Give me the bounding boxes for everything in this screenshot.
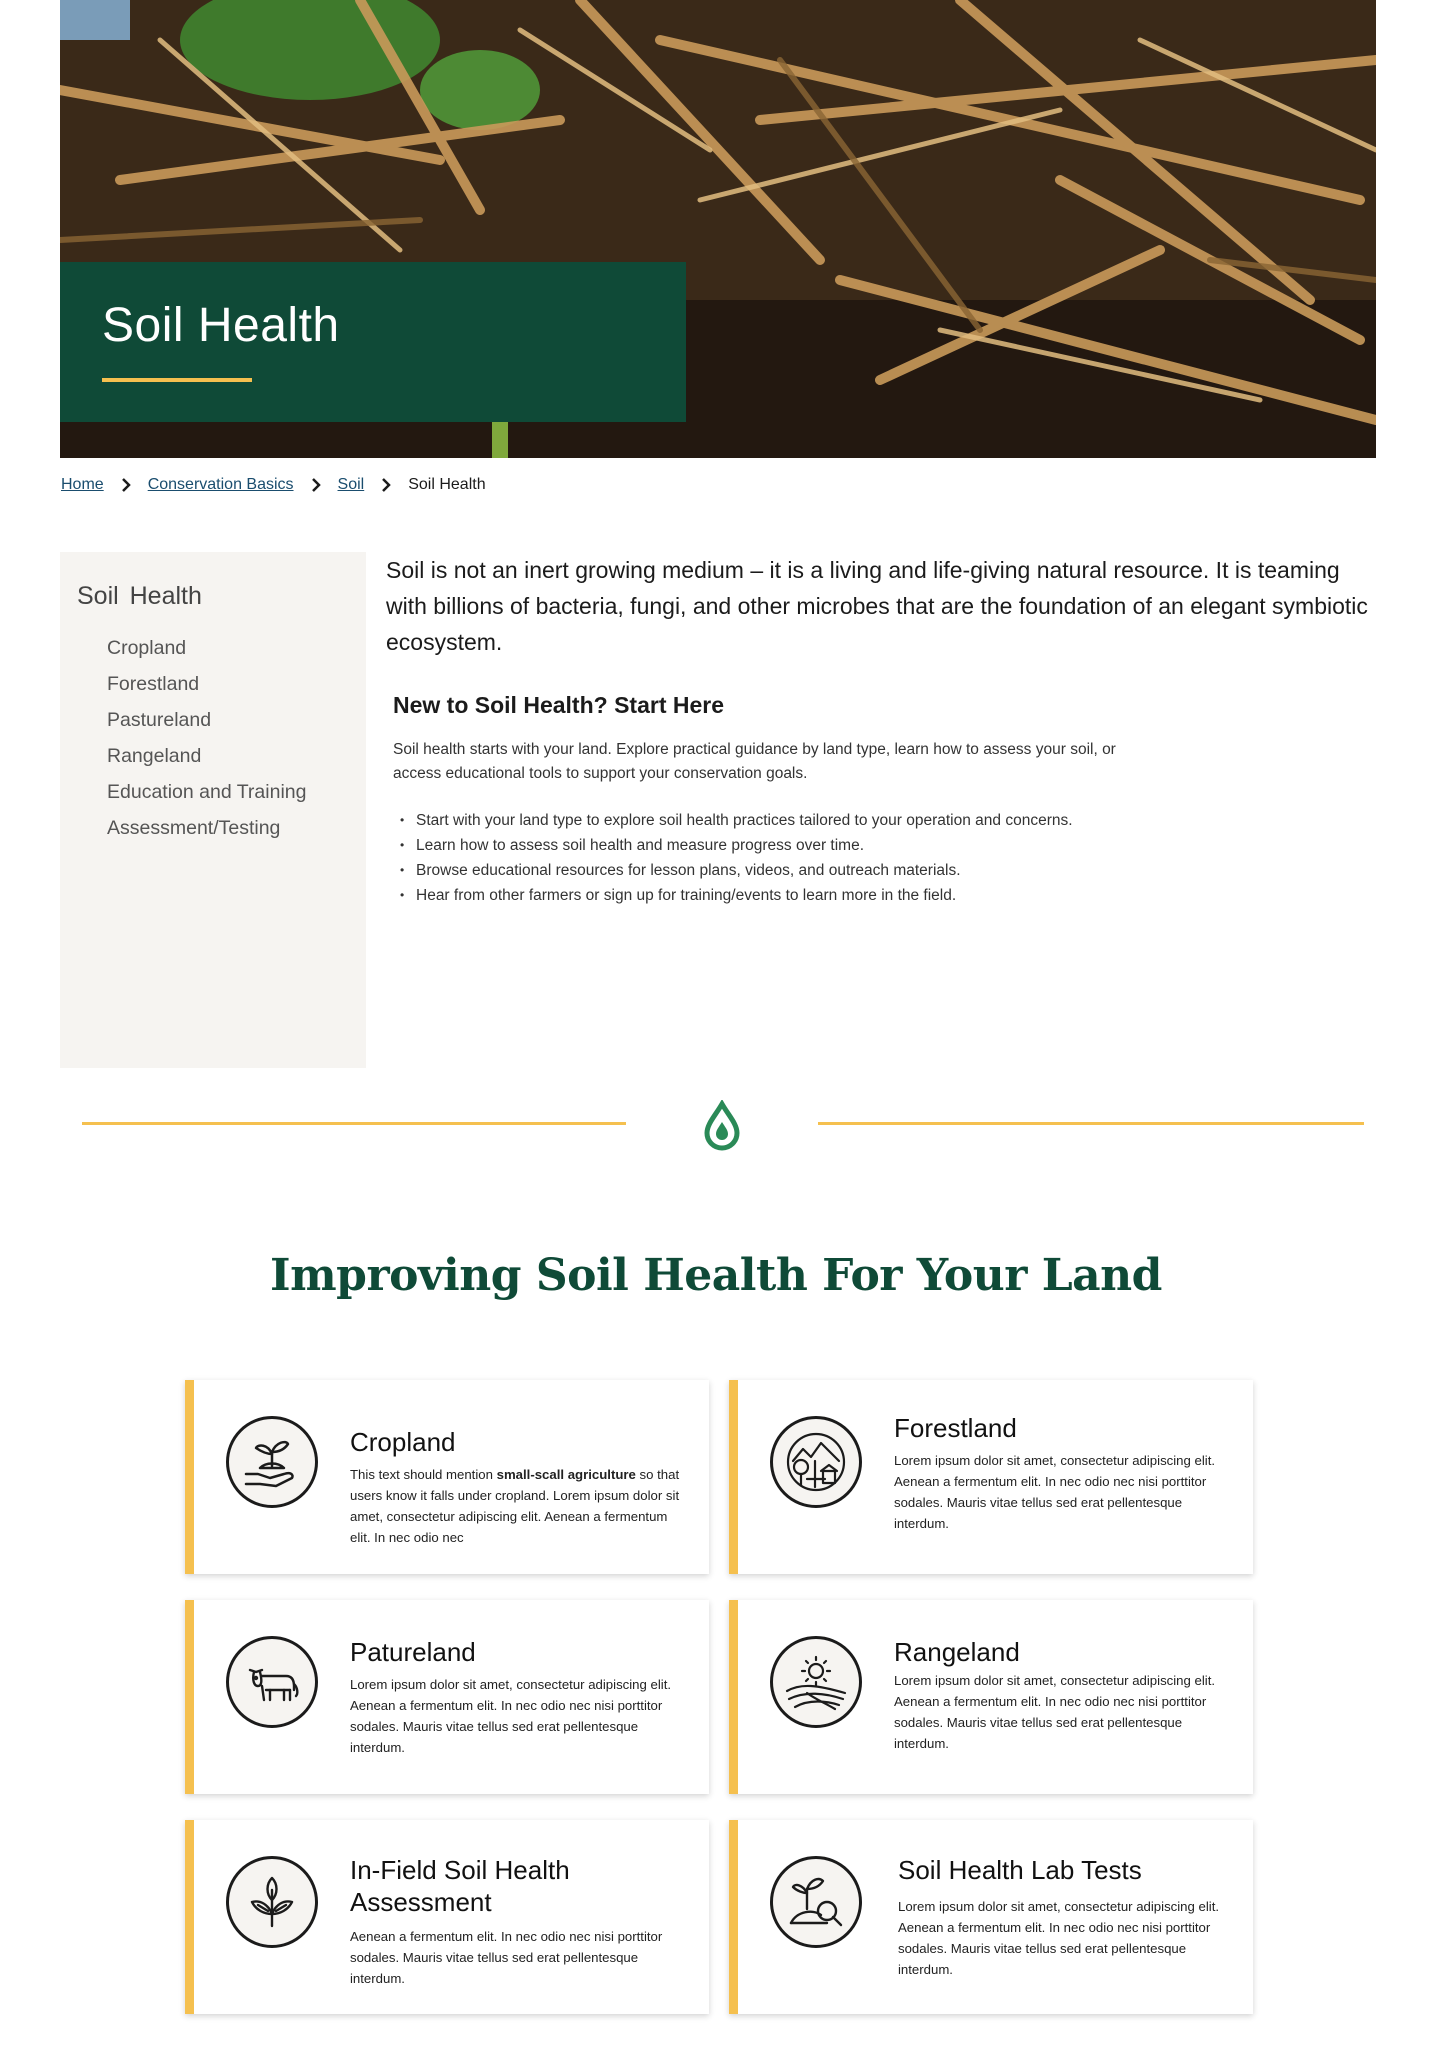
card-title: Rangeland	[894, 1637, 1020, 1667]
water-drop-icon	[697, 1100, 747, 1157]
divider-line-left	[82, 1122, 626, 1125]
section-title: Improving Soil Health For Your Land	[270, 1250, 1162, 1301]
hand-seedling-icon	[226, 1416, 318, 1508]
breadcrumb-current: Soil Health	[408, 476, 486, 493]
sidebar-item-forestland[interactable]: Forestland	[107, 673, 200, 695]
intro-paragraph: Soil is not an inert growing medium – it is a living and life-giving natural resource. It is teaming with billions of bacteria, fungi, and other microbes that are the foundation of an elegant symbiotic ecosystem.	[386, 557, 1368, 655]
card-forestland[interactable]	[729, 1380, 1253, 1574]
card-title: Forestland	[894, 1413, 1017, 1443]
leaf-plant-icon	[226, 1856, 318, 1948]
card-cropland[interactable]	[185, 1380, 709, 1574]
divider-line-right	[818, 1122, 1364, 1125]
sun-hills-icon	[770, 1636, 862, 1728]
card-title: Cropland	[350, 1427, 456, 1457]
card-infield-assessment[interactable]	[185, 1820, 709, 2014]
card-title: Patureland	[350, 1637, 476, 1667]
card-title: Soil Health Lab Tests	[898, 1855, 1142, 1885]
card-description: This text should mention small-scall agriculture so that users know it falls under cropland. Lorem ipsum dolor sit amet, consectetur adipiscing elit. Aenean a fermentum elit. In nec odio nec	[350, 1467, 680, 1545]
card-description: Lorem ipsum dolor sit amet, consectetur adipiscing elit. Aenean a fermentum elit. In nec odio nec nisi porttitor sodales. Mauris vitae tellus sed erat pellentesque interdum.	[894, 1673, 1216, 1751]
breadcrumb-soil[interactable]: Soil	[337, 476, 365, 493]
card-lab-tests[interactable]	[729, 1820, 1253, 2014]
sidebar-item-pastureland[interactable]: Pastureland	[107, 709, 212, 731]
sidebar-item-cropland[interactable]: Cropland	[107, 637, 187, 659]
breadcrumb-conservation-basics[interactable]: Conservation Basics	[147, 476, 294, 493]
cow-icon	[226, 1636, 318, 1728]
title-underline	[102, 378, 252, 382]
chevron-right-icon	[104, 477, 148, 493]
hero-banner	[60, 0, 1376, 458]
card-pastureland[interactable]	[185, 1600, 709, 1794]
hero-title-panel	[60, 262, 686, 422]
start-here-list	[400, 808, 1073, 908]
sidebar-title[interactable]: Soil Health	[77, 582, 202, 610]
card-title: In-Field Soil Health Assessment	[350, 1855, 570, 1917]
page-title: Soil Health	[102, 299, 340, 352]
chevron-right-icon	[364, 477, 408, 493]
card-description: Aenean a fermentum elit. In nec odio nec nisi porttitor sodales. Mauris vitae tellus sed erat pellentesque interdum.	[350, 1929, 663, 1986]
sidebar-list	[107, 634, 306, 850]
list-item: • Start with your land type to explore soil health practices tailored to your operation and concerns.	[400, 808, 1073, 833]
card-rangeland[interactable]	[729, 1600, 1253, 1794]
list-item: • Hear from other farmers or sign up for training/events to learn more in the field.	[400, 883, 1073, 908]
magnifier-seedling-icon	[770, 1856, 862, 1948]
card-description: Lorem ipsum dolor sit amet, consectetur adipiscing elit. Aenean a fermentum elit. In nec odio nec nisi porttitor sodales. Mauris vitae tellus sed erat pellentesque interdum.	[350, 1677, 672, 1755]
chevron-right-icon	[294, 477, 338, 493]
list-item: • Browse educational resources for lesson plans, videos, and outreach materials.	[400, 858, 1073, 883]
card-description: Lorem ipsum dolor sit amet, consectetur adipiscing elit. Aenean a fermentum elit. In nec odio nec nisi porttitor sodales. Mauris vitae tellus sed erat pellentesque interdum.	[894, 1453, 1216, 1531]
sidebar-nav	[60, 552, 366, 1068]
breadcrumb-home[interactable]: Home	[61, 476, 104, 493]
sidebar-item-assessment-testing[interactable]: Assessment/Testing	[107, 817, 281, 839]
breadcrumb	[61, 476, 486, 494]
start-here-heading: New to Soil Health? Start Here	[393, 692, 725, 718]
sidebar-item-education-training[interactable]: Education and Training	[107, 781, 307, 803]
sidebar-item-rangeland[interactable]: Rangeland	[107, 745, 202, 767]
list-item: • Learn how to assess soil health and measure progress over time.	[400, 833, 1073, 858]
card-description: Lorem ipsum dolor sit amet, consectetur adipiscing elit. Aenean a fermentum elit. In nec odio nec nisi porttitor sodales. Mauris vitae tellus sed erat pellentesque interdum.	[898, 1899, 1220, 1977]
start-here-description: Soil health starts with your land. Explore practical guidance by land type, learn how to assess your soil, or access educational tools to support your conservation goals.	[393, 741, 1116, 782]
forest-landscape-icon	[770, 1416, 862, 1508]
